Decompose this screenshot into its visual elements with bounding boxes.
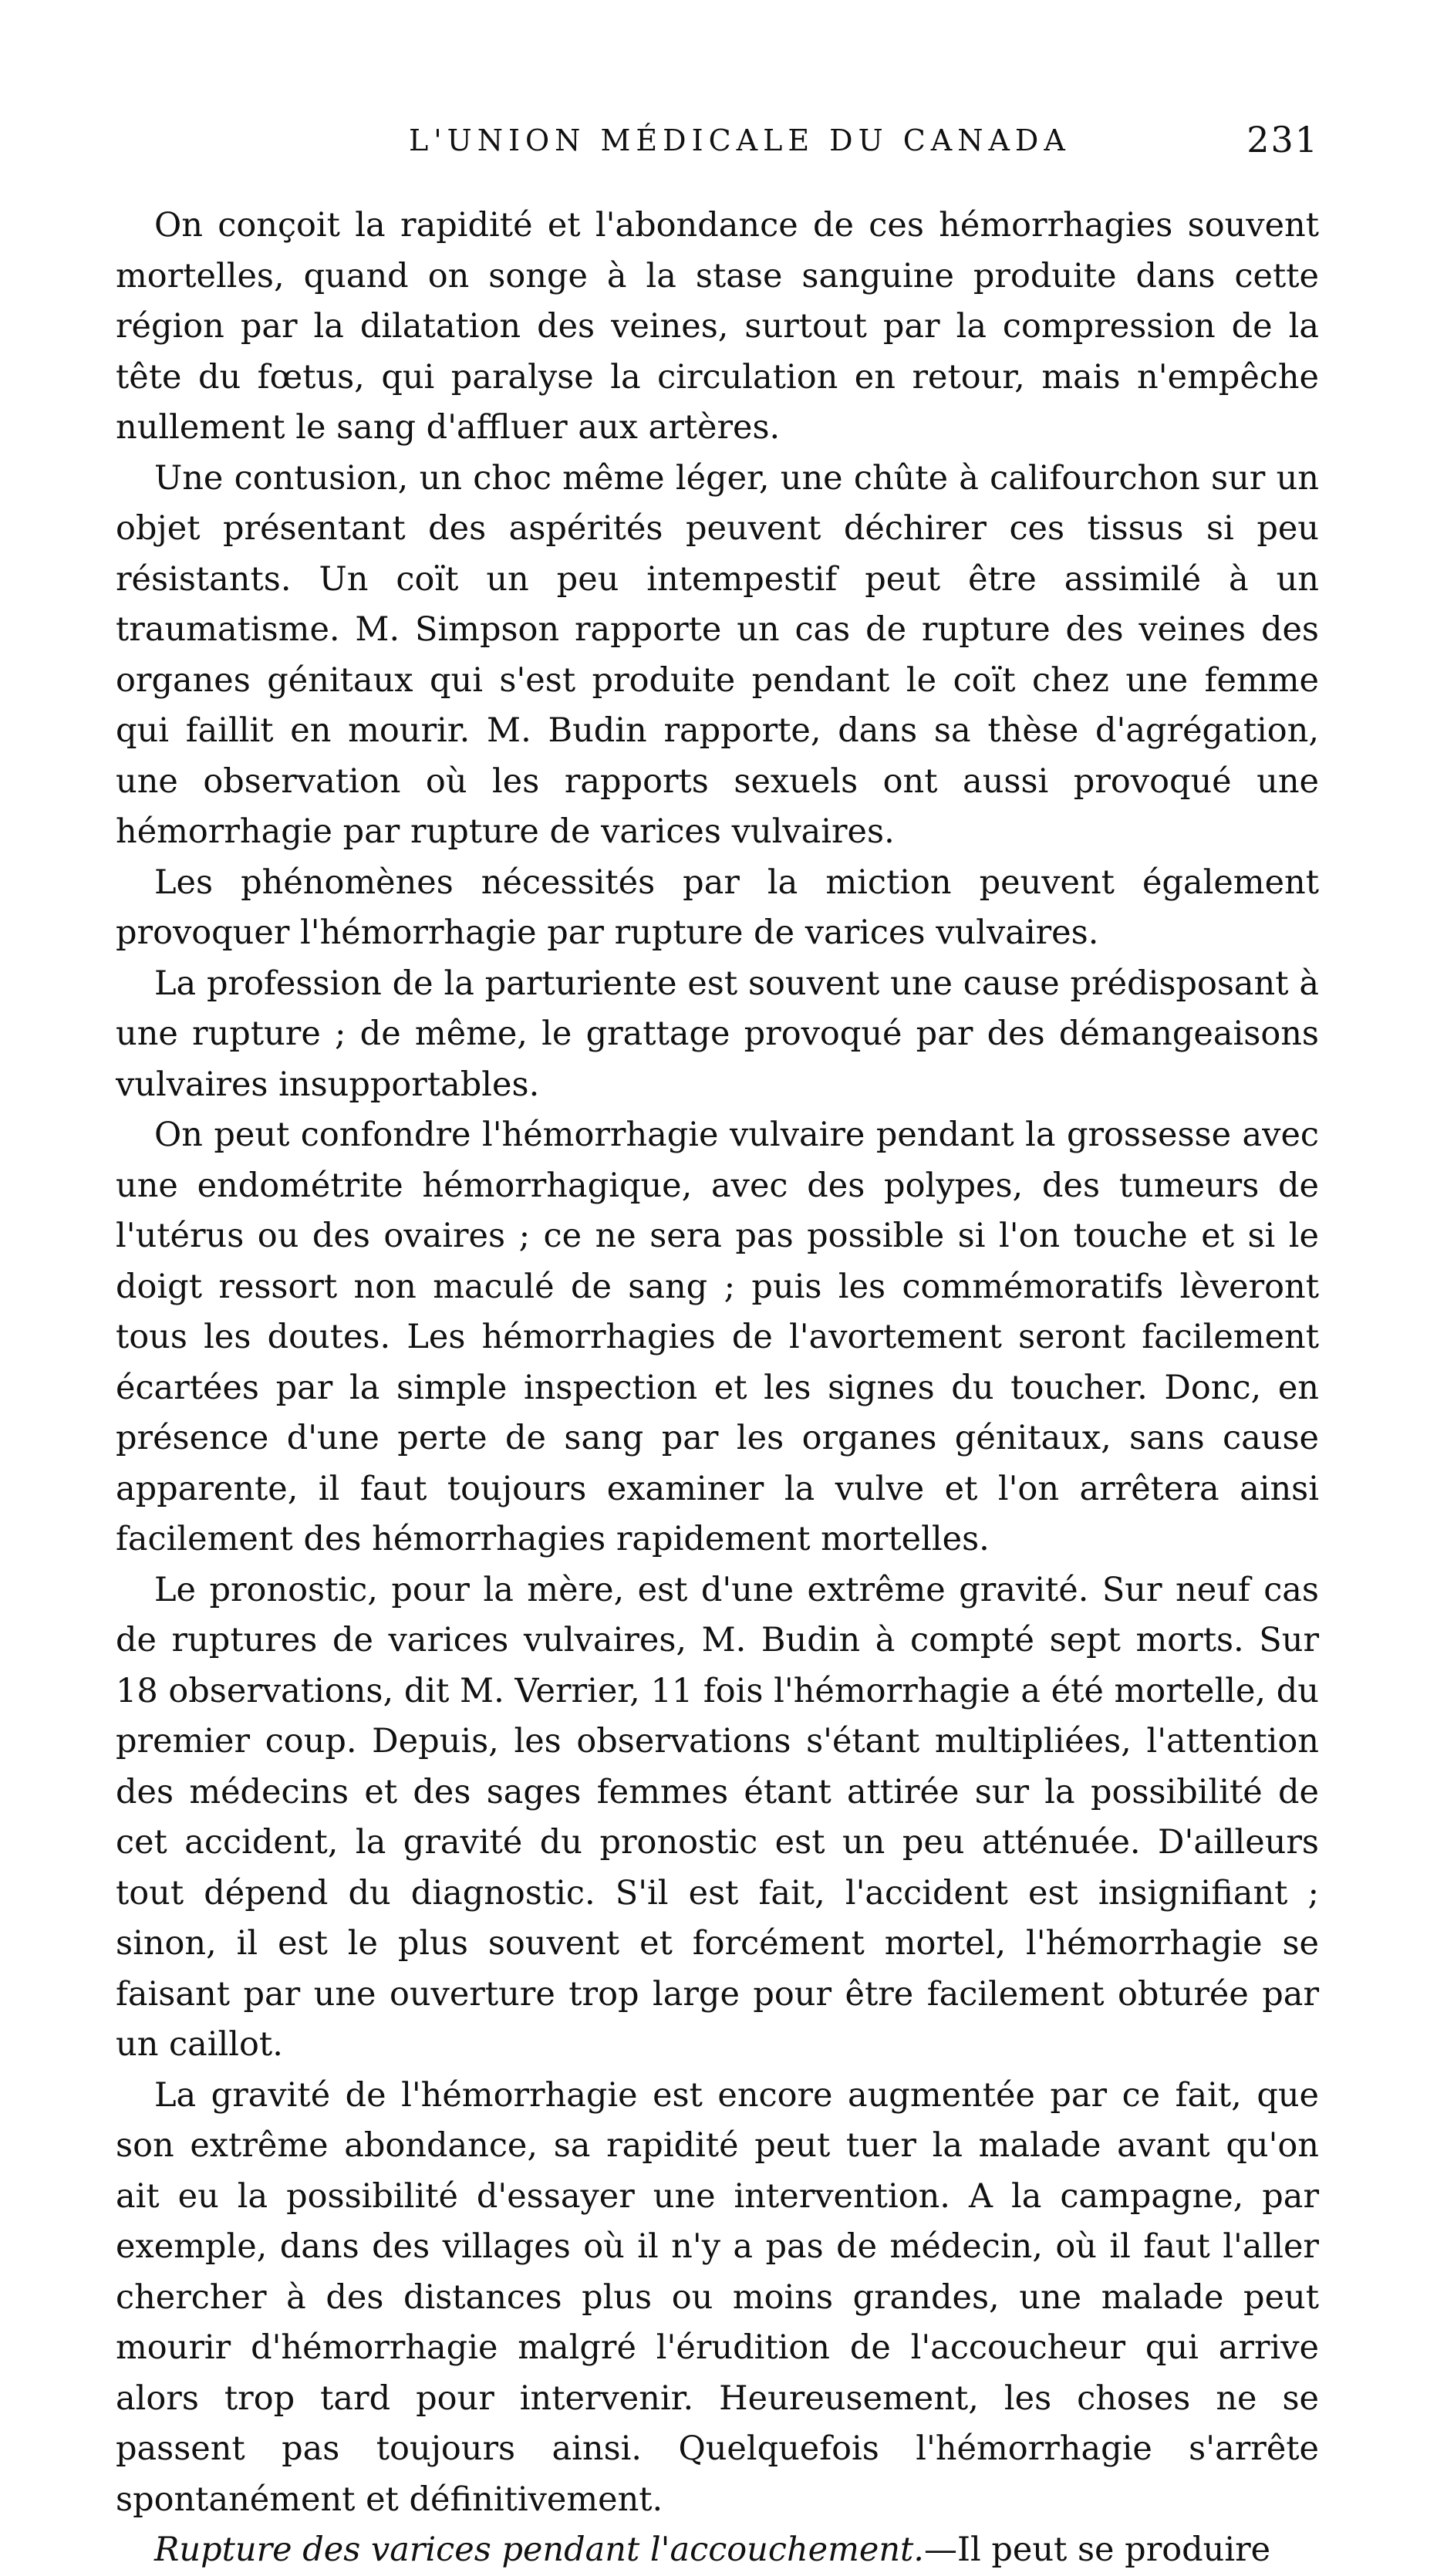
body-text	[116, 201, 1319, 2576]
running-head	[116, 119, 1319, 177]
book-page	[116, 119, 1319, 2576]
paragraph: Une contusion, un choc même léger, une chûte à califourchon sur un objet présentant des aspérités peuvent déchirer ces tissus si peu résistants. Un coït un peu intempestif peut être assimilé à un traumatisme. M. Simpson rapporte un cas de rupture des veines des organes génitaux qui s'est produite pendant le coït chez une femme qui faillit en mourir. M. Budin rapporte, dans sa thèse d'agrégation, une observation où les rapports sexuels ont aussi provoqué une hémorrhagie par rupture de varices vulvaires.	[116, 458, 1319, 851]
paragraph: Le pronostic, pour la mère, est d'une extrême gravité. Sur neuf cas de ruptures de varices vulvaires, M. Budin à compté sept morts. Sur 18 observations, dit M. Verrier, 11 fois l'hémorrhagie a été mortelle, du premier coup. Depuis, les observations s'étant multipliées, l'attention des médecins et des sages femmes étant attirée sur la possibilité de cet accident, la gravité du pronostic est un peu atténuée. D'ailleurs tout dépend du diagnostic. S'il est fait, l'accident est insignifiant ; sinon, il est le plus souvent et forcément mortel, l'hémorrhagie se faisant par une ouverture trop large pour être facilement obturée par un caillot.	[116, 1570, 1319, 2064]
final-paragraph	[116, 2525, 1319, 2576]
paragraph-text: —Il peut se produire	[923, 2530, 1271, 2569]
paragraph: On conçoit la rapidité et l'abondance de ces hémorrhagies souvent mortelles, quand on songe à la stase sanguine produite dans cette région par la dilatation des veines, surtout par la compression de la tête du fœtus, qui paralyse la circulation en retour, mais n'empêche nullement le sang d'affluer aux artères.	[116, 206, 1319, 447]
paragraph: La profession de la parturiente est souvent une cause prédisposant à une rupture ; de même, le grattage provoqué par des démangeaisons vulvaires insupportables.	[116, 964, 1319, 1104]
paragraph: La gravité de l'hémorrhagie est encore augmentée par ce fait, que son extrême abondance, sa rapidité peut tuer la malade avant qu'on ait eu la possibilité d'essayer une intervention. A la campagne, par exemple, dans des villages où il n'y a pas de médecin, où il faut l'aller chercher à des distances plus ou moins grandes, une malade peut mourir d'hémorrhagie malgré l'érudition de l'accoucheur qui arrive alors trop tard pour intervenir. Heureusement, les choses ne se passent pas toujours ainsi. Quelquefois l'hémorrhagie s'arrête spontanément et définitivement.	[116, 2075, 1319, 2519]
page-number: 231	[1246, 119, 1319, 160]
paragraph: On peut confondre l'hémorrhagie vulvaire pendant la grossesse avec une endométrite hémorrhagique, avec des polypes, des tumeurs de l'utérus ou des ovaires ; ce ne sera pas possible si l'on touche et si le doigt ressort non maculé de sang ; puis les commémoratifs lèveront tous les doutes. Les hémorrhagies de l'avortement seront facilement écartées par la simple inspection et les signes du toucher. Donc, en présence d'une perte de sang par les organes génitaux, sans cause apparente, il faut toujours examiner la vulve et l'on arrêtera ainsi facilement des hémorrhagies rapidement mortelles.	[116, 1116, 1319, 1558]
running-title: L'UNION MÉDICALE DU CANADA	[409, 123, 1071, 157]
section-heading-italic: Rupture des varices pendant l'accouchement.	[154, 2530, 924, 2569]
paragraph: Les phénomènes nécessités par la miction peuvent également provoquer l'hémorrhagie par rupture de varices vulvaires.	[116, 863, 1319, 952]
